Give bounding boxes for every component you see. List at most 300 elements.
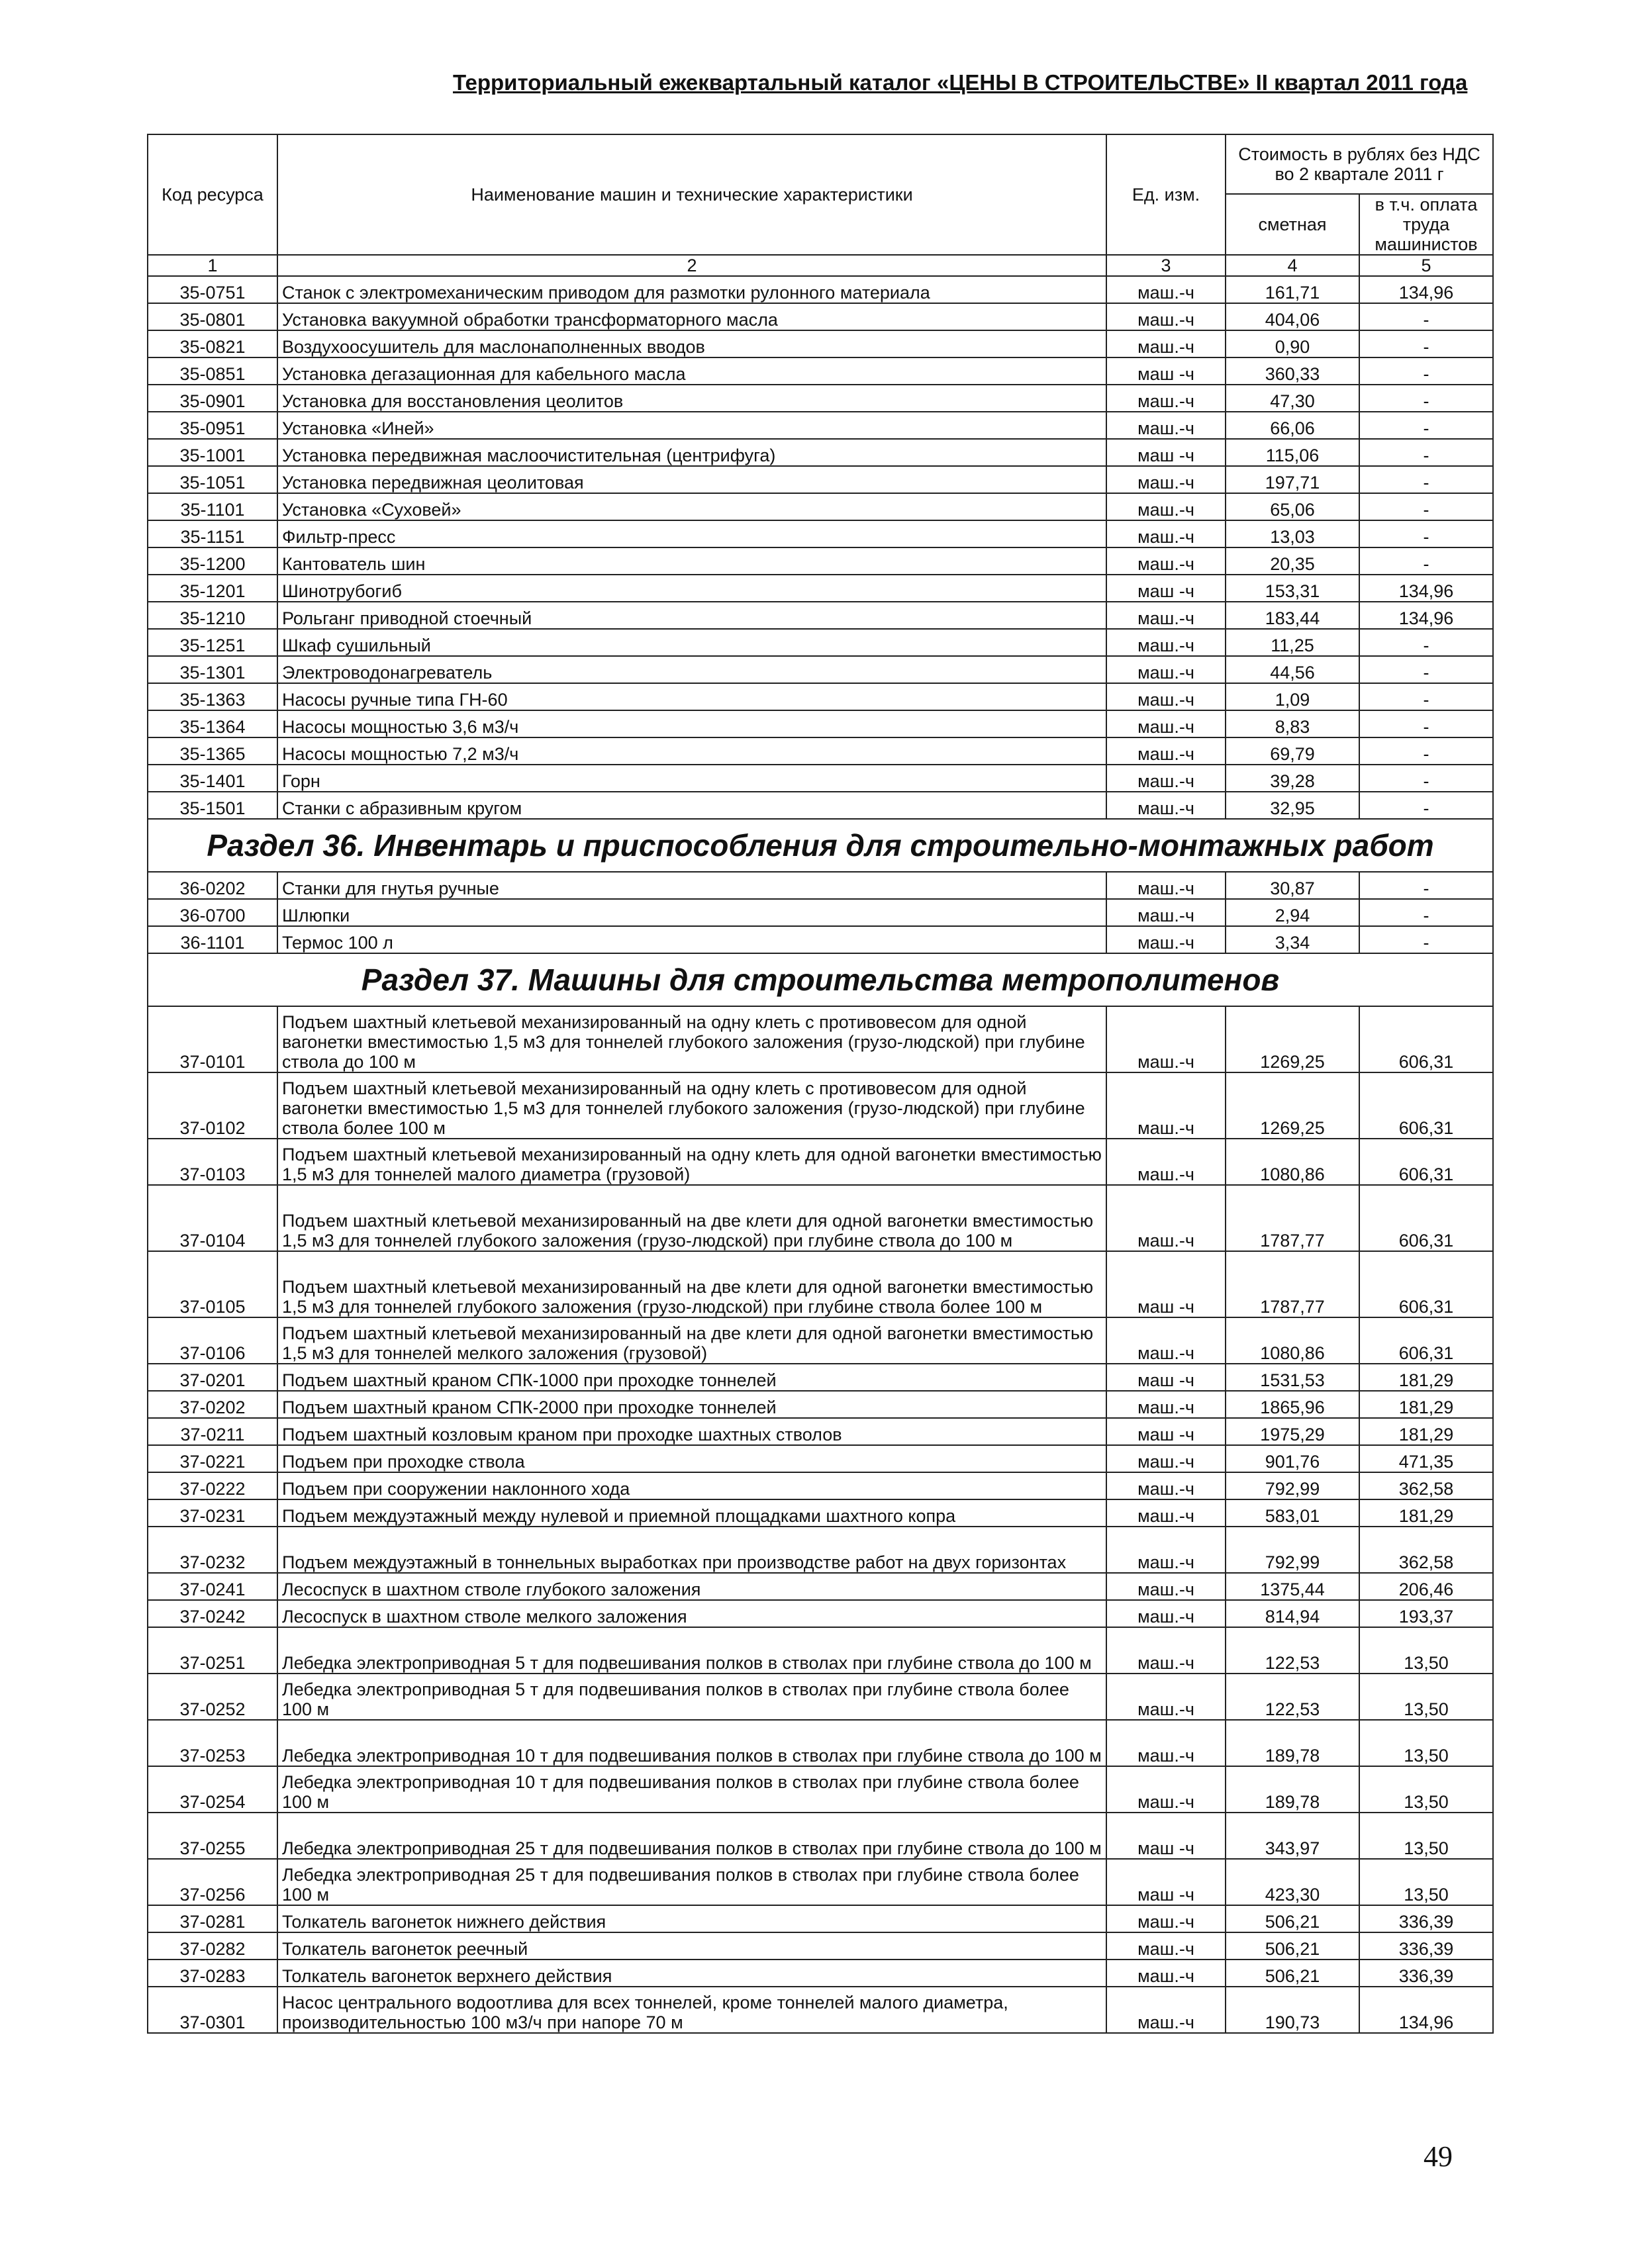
table-row (148, 1317, 1493, 1364)
operator-wage: 134,96 (1359, 1987, 1493, 2033)
unit-of-measure: маш.-ч (1106, 1720, 1226, 1766)
unit-of-measure: маш.-ч (1106, 1766, 1226, 1813)
operator-wage: 134,96 (1359, 602, 1493, 629)
unit-of-measure: маш.-ч (1106, 872, 1226, 899)
table-row (148, 1006, 1493, 1072)
estimated-cost: 1375,44 (1226, 1573, 1359, 1600)
unit-of-measure: маш.-ч (1106, 656, 1226, 683)
operator-wage: 606,31 (1359, 1185, 1493, 1251)
resource-code: 37-0104 (148, 1185, 277, 1251)
estimated-cost: 3,34 (1226, 926, 1359, 953)
estimated-cost: 1787,77 (1226, 1251, 1359, 1317)
estimated-cost: 1080,86 (1226, 1139, 1359, 1185)
col-header-code: Код ресурса (148, 134, 277, 255)
machine-name: Установка передвижная цеолитовая (277, 466, 1106, 493)
estimated-cost: 11,25 (1226, 629, 1359, 656)
col-number: 1 (148, 255, 277, 276)
estimated-cost: 814,94 (1226, 1600, 1359, 1627)
table-row (148, 1391, 1493, 1418)
unit-of-measure: маш.-ч (1106, 1317, 1226, 1364)
unit-of-measure: маш -ч (1106, 439, 1226, 466)
table-row (148, 1905, 1493, 1932)
unit-of-measure: маш.-ч (1106, 1499, 1226, 1527)
operator-wage: - (1359, 710, 1493, 737)
unit-of-measure: маш.-ч (1106, 926, 1226, 953)
unit-of-measure: маш.-ч (1106, 1445, 1226, 1472)
table-row (148, 1418, 1493, 1445)
operator-wage: - (1359, 683, 1493, 710)
table-row (148, 1960, 1493, 1987)
table-row (148, 520, 1493, 547)
table-row (148, 1139, 1493, 1185)
resource-code: 37-0231 (148, 1499, 277, 1527)
unit-of-measure: маш.-ч (1106, 276, 1226, 303)
col-number: 2 (277, 255, 1106, 276)
table-row (148, 303, 1493, 330)
machine-name: Лебедка электроприводная 5 т для подвешивания полков в стволах при глубине ствола до 100 м (277, 1627, 1106, 1674)
resource-code: 37-0102 (148, 1072, 277, 1139)
operator-wage: 606,31 (1359, 1139, 1493, 1185)
machine-name: Подъем шахтный клетьевой механизированный на одну клеть для одной вагонетки вместимостью 1,5 м3 для тоннелей малого диаметра (грузовой) (277, 1139, 1106, 1185)
operator-wage: 606,31 (1359, 1317, 1493, 1364)
machine-name: Установка «Иней» (277, 412, 1106, 439)
resource-code: 37-0103 (148, 1139, 277, 1185)
table-row (148, 710, 1493, 737)
machine-name: Подъем шахтный клетьевой механизированный на две клети для одной вагонетки вместимостью 1,5 м3 для тоннелей глубокого заложения (грузо-людской) при глубине ствола до 100 м (277, 1185, 1106, 1251)
resource-code: 35-0751 (148, 276, 277, 303)
machine-name: Шинотрубогиб (277, 575, 1106, 602)
estimated-cost: 2,94 (1226, 899, 1359, 926)
resource-code: 37-0281 (148, 1905, 277, 1932)
table-row (148, 1766, 1493, 1813)
table-row (148, 1674, 1493, 1720)
resource-code: 35-1051 (148, 466, 277, 493)
resource-code: 37-0253 (148, 1720, 277, 1766)
machine-name: Термос 100 л (277, 926, 1106, 953)
operator-wage: - (1359, 303, 1493, 330)
unit-of-measure: маш.-ч (1106, 385, 1226, 412)
machine-name: Подъем шахтный клетьевой механизированный на одну клеть с противовесом для одной вагонетки вместимостью 1,5 м3 для тоннелей глубокого заложения (грузо-людской) при глубине ствола более 100 м (277, 1072, 1106, 1139)
resource-code: 36-1101 (148, 926, 277, 953)
table-row (148, 765, 1493, 792)
machine-name: Подъем при проходке ствола (277, 1445, 1106, 1472)
machine-name: Лесоспуск в шахтном стволе глубокого заложения (277, 1573, 1106, 1600)
machine-name: Подъем шахтный клетьевой механизированный на одну клеть с противовесом для одной вагонетки вместимостью 1,5 м3 для тоннелей глубокого заложения (грузо-людской) при глубине ствола до 100 м (277, 1006, 1106, 1072)
estimated-cost: 1787,77 (1226, 1185, 1359, 1251)
resource-code: 35-0821 (148, 330, 277, 357)
unit-of-measure: маш.-ч (1106, 1674, 1226, 1720)
table-row (148, 439, 1493, 466)
resource-code: 35-1364 (148, 710, 277, 737)
estimated-cost: 39,28 (1226, 765, 1359, 792)
unit-of-measure: маш.-ч (1106, 602, 1226, 629)
estimated-cost: 0,90 (1226, 330, 1359, 357)
operator-wage: - (1359, 765, 1493, 792)
operator-wage: 336,39 (1359, 1905, 1493, 1932)
estimated-cost: 161,71 (1226, 276, 1359, 303)
col-header-unit: Ед. изм. (1106, 134, 1226, 255)
section-title: Раздел 37. Машины для строительства метрополитенов (148, 953, 1493, 1006)
table-row (148, 1932, 1493, 1960)
operator-wage: - (1359, 629, 1493, 656)
table-row (148, 899, 1493, 926)
operator-wage: - (1359, 439, 1493, 466)
operator-wage: 181,29 (1359, 1418, 1493, 1445)
unit-of-measure: маш -ч (1106, 1251, 1226, 1317)
unit-of-measure: маш.-ч (1106, 1960, 1226, 1987)
unit-of-measure: маш.-ч (1106, 1139, 1226, 1185)
table-row (148, 1072, 1493, 1139)
operator-wage: - (1359, 872, 1493, 899)
estimated-cost: 1080,86 (1226, 1317, 1359, 1364)
unit-of-measure: маш -ч (1106, 357, 1226, 385)
table-row (148, 575, 1493, 602)
table-row (148, 656, 1493, 683)
estimated-cost: 506,21 (1226, 1905, 1359, 1932)
operator-wage: 362,58 (1359, 1527, 1493, 1573)
unit-of-measure: маш.-ч (1106, 1600, 1226, 1627)
operator-wage: 606,31 (1359, 1006, 1493, 1072)
estimated-cost: 360,33 (1226, 357, 1359, 385)
unit-of-measure: маш.-ч (1106, 1987, 1226, 2033)
table-row (148, 1364, 1493, 1391)
table-row (148, 1445, 1493, 1472)
resource-code: 37-0201 (148, 1364, 277, 1391)
unit-of-measure: маш.-ч (1106, 493, 1226, 520)
estimated-cost: 153,31 (1226, 575, 1359, 602)
unit-of-measure: маш.-ч (1106, 1905, 1226, 1932)
col-header-wage: в т.ч. оплата труда машинистов (1359, 194, 1493, 255)
resource-code: 37-0101 (148, 1006, 277, 1072)
machine-name: Станки с абразивным кругом (277, 792, 1106, 819)
machine-name: Шкаф сушильный (277, 629, 1106, 656)
estimated-cost: 122,53 (1226, 1627, 1359, 1674)
estimated-cost: 65,06 (1226, 493, 1359, 520)
resource-code: 37-0282 (148, 1932, 277, 1960)
estimated-cost: 47,30 (1226, 385, 1359, 412)
unit-of-measure: маш.-ч (1106, 683, 1226, 710)
unit-of-measure: маш.-ч (1106, 1472, 1226, 1499)
unit-of-measure: маш.-ч (1106, 1573, 1226, 1600)
machine-name: Подъем междуэтажный между нулевой и приемной площадками шахтного копра (277, 1499, 1106, 1527)
table-row (148, 1600, 1493, 1627)
resource-code: 37-0221 (148, 1445, 277, 1472)
resource-code: 35-1501 (148, 792, 277, 819)
catalog-header: Территориальный ежеквартальный каталог «ЦЕНЫ В СТРОИТЕЛЬСТВЕ» II квартал 2011 года (453, 70, 1468, 95)
resource-code: 37-0252 (148, 1674, 277, 1720)
col-header-price: сметная (1226, 194, 1359, 255)
estimated-cost: 1269,25 (1226, 1072, 1359, 1139)
estimated-cost: 1531,53 (1226, 1364, 1359, 1391)
machine-name: Станок с электромеханическим приводом для размотки рулонного материала (277, 276, 1106, 303)
unit-of-measure: маш.-ч (1106, 1932, 1226, 1960)
table-row (148, 683, 1493, 710)
machine-name: Подъем шахтный козловым краном при проходке шахтных стволов (277, 1418, 1106, 1445)
resource-code: 35-0851 (148, 357, 277, 385)
resource-code: 36-0700 (148, 899, 277, 926)
operator-wage: 206,46 (1359, 1573, 1493, 1600)
unit-of-measure: маш.-ч (1106, 1627, 1226, 1674)
col-number: 5 (1359, 255, 1493, 276)
resource-code: 37-0256 (148, 1859, 277, 1905)
machine-name: Рольганг приводной стоечный (277, 602, 1106, 629)
resource-code: 35-0801 (148, 303, 277, 330)
estimated-cost: 1,09 (1226, 683, 1359, 710)
resource-code: 37-0283 (148, 1960, 277, 1987)
estimated-cost: 792,99 (1226, 1527, 1359, 1573)
unit-of-measure: маш.-ч (1106, 330, 1226, 357)
estimated-cost: 44,56 (1226, 656, 1359, 683)
resource-code: 37-0232 (148, 1527, 277, 1573)
table-row (148, 1859, 1493, 1905)
unit-of-measure: маш.-ч (1106, 1072, 1226, 1139)
table-row (148, 629, 1493, 656)
page-number: 49 (1424, 2140, 1453, 2173)
operator-wage: - (1359, 899, 1493, 926)
unit-of-measure: маш.-ч (1106, 710, 1226, 737)
machine-name: Лебедка электроприводная 10 т для подвешивания полков в стволах при глубине ствола до 100 м (277, 1720, 1106, 1766)
table-row (148, 466, 1493, 493)
operator-wage: 134,96 (1359, 276, 1493, 303)
operator-wage: - (1359, 520, 1493, 547)
machine-name: Лесоспуск в шахтном стволе мелкого заложения (277, 1600, 1106, 1627)
machine-name: Установка передвижная маслоочистительная (центрифуга) (277, 439, 1106, 466)
machine-name: Установка для восстановления цеолитов (277, 385, 1106, 412)
operator-wage: 362,58 (1359, 1472, 1493, 1499)
machine-name: Установка «Суховей» (277, 493, 1106, 520)
unit-of-measure: маш.-ч (1106, 737, 1226, 765)
resource-code: 35-1001 (148, 439, 277, 466)
operator-wage: 13,50 (1359, 1674, 1493, 1720)
operator-wage: - (1359, 466, 1493, 493)
table-row (148, 547, 1493, 575)
table-row (148, 1185, 1493, 1251)
operator-wage: 181,29 (1359, 1364, 1493, 1391)
unit-of-measure: маш.-ч (1106, 520, 1226, 547)
machine-name: Шлюпки (277, 899, 1106, 926)
unit-of-measure: маш -ч (1106, 1859, 1226, 1905)
estimated-cost: 115,06 (1226, 439, 1359, 466)
machine-name: Толкатель вагонеток реечный (277, 1932, 1106, 1960)
estimated-cost: 30,87 (1226, 872, 1359, 899)
resource-code: 37-0241 (148, 1573, 277, 1600)
operator-wage: - (1359, 493, 1493, 520)
table-row (148, 1987, 1493, 2033)
estimated-cost: 901,76 (1226, 1445, 1359, 1472)
operator-wage: - (1359, 547, 1493, 575)
table-row (148, 385, 1493, 412)
estimated-cost: 583,01 (1226, 1499, 1359, 1527)
estimated-cost: 66,06 (1226, 412, 1359, 439)
table-row (148, 1627, 1493, 1674)
unit-of-measure: маш.-ч (1106, 547, 1226, 575)
operator-wage: - (1359, 926, 1493, 953)
table-row (148, 412, 1493, 439)
operator-wage: 606,31 (1359, 1251, 1493, 1317)
machine-name: Лебедка электроприводная 25 т для подвешивания полков в стволах при глубине ствола более 100 м (277, 1859, 1106, 1905)
resource-code: 37-0106 (148, 1317, 277, 1364)
estimated-cost: 1975,29 (1226, 1418, 1359, 1445)
operator-wage: 13,50 (1359, 1720, 1493, 1766)
resource-code: 37-0251 (148, 1627, 277, 1674)
unit-of-measure: маш.-ч (1106, 1185, 1226, 1251)
operator-wage: - (1359, 357, 1493, 385)
machine-name: Лебедка электроприводная 25 т для подвешивания полков в стволах при глубине ствола до 100 м (277, 1813, 1106, 1859)
estimated-cost: 20,35 (1226, 547, 1359, 575)
col-header-cost-group: Стоимость в рублях без НДС во 2 квартале 2011 г (1226, 134, 1493, 194)
machine-name: Толкатель вагонеток верхнего действия (277, 1960, 1106, 1987)
table-row (148, 792, 1493, 819)
operator-wage: 13,50 (1359, 1813, 1493, 1859)
resource-code: 37-0254 (148, 1766, 277, 1813)
resource-code: 35-1200 (148, 547, 277, 575)
operator-wage: 181,29 (1359, 1499, 1493, 1527)
section-title: Раздел 36. Инвентарь и приспособления для строительно-монтажных работ (148, 819, 1493, 872)
machine-name: Подъем шахтный клетьевой механизированный на две клети для одной вагонетки вместимостью 1,5 м3 для тоннелей мелкого заложения (грузовой) (277, 1317, 1106, 1364)
table-row (148, 1472, 1493, 1499)
estimated-cost: 189,78 (1226, 1720, 1359, 1766)
operator-wage: 336,39 (1359, 1932, 1493, 1960)
resource-code: 35-1201 (148, 575, 277, 602)
machine-name: Подъем междуэтажный в тоннельных выработках при производстве работ на двух горизонтах (277, 1527, 1106, 1573)
table-row (148, 1527, 1493, 1573)
unit-of-measure: маш.-ч (1106, 1391, 1226, 1418)
unit-of-measure: маш.-ч (1106, 899, 1226, 926)
resource-code: 35-1363 (148, 683, 277, 710)
resource-code: 36-0202 (148, 872, 277, 899)
table-row (148, 1573, 1493, 1600)
estimated-cost: 506,21 (1226, 1932, 1359, 1960)
machine-name: Подъем при сооружении наклонного хода (277, 1472, 1106, 1499)
table-row (148, 1251, 1493, 1317)
estimated-cost: 404,06 (1226, 303, 1359, 330)
table-row (148, 357, 1493, 385)
resource-code: 35-1151 (148, 520, 277, 547)
machine-name: Лебедка электроприводная 5 т для подвешивания полков в стволах при глубине ствола более 100 м (277, 1674, 1106, 1720)
machine-name: Горн (277, 765, 1106, 792)
operator-wage: - (1359, 737, 1493, 765)
estimated-cost: 423,30 (1226, 1859, 1359, 1905)
resource-code: 37-0211 (148, 1418, 277, 1445)
machine-name: Воздухоосушитель для маслонаполненных вводов (277, 330, 1106, 357)
col-header-name: Наименование машин и технические характеристики (277, 134, 1106, 255)
resource-code: 37-0202 (148, 1391, 277, 1418)
estimated-cost: 506,21 (1226, 1960, 1359, 1987)
machine-name: Установка дегазационная для кабельного масла (277, 357, 1106, 385)
operator-wage: 181,29 (1359, 1391, 1493, 1418)
operator-wage: 13,50 (1359, 1627, 1493, 1674)
unit-of-measure: маш.-ч (1106, 412, 1226, 439)
machine-name: Лебедка электроприводная 10 т для подвешивания полков в стволах при глубине ствола более 100 м (277, 1766, 1106, 1813)
resource-code: 35-1401 (148, 765, 277, 792)
resource-code: 37-0222 (148, 1472, 277, 1499)
operator-wage: 13,50 (1359, 1859, 1493, 1905)
operator-wage: 13,50 (1359, 1766, 1493, 1813)
unit-of-measure: маш.-ч (1106, 629, 1226, 656)
estimated-cost: 1865,96 (1226, 1391, 1359, 1418)
machine-name: Подъем шахтный клетьевой механизированный на две клети для одной вагонетки вместимостью 1,5 м3 для тоннелей глубокого заложения (грузо-людской) при глубине ствола более 100 м (277, 1251, 1106, 1317)
machine-name: Толкатель вагонеток нижнего действия (277, 1905, 1106, 1932)
estimated-cost: 343,97 (1226, 1813, 1359, 1859)
estimated-cost: 189,78 (1226, 1766, 1359, 1813)
estimated-cost: 190,73 (1226, 1987, 1359, 2033)
machine-name: Насосы мощностью 7,2 м3/ч (277, 737, 1106, 765)
operator-wage: 134,96 (1359, 575, 1493, 602)
machine-name: Кантователь шин (277, 547, 1106, 575)
table-row (148, 330, 1493, 357)
table-row (148, 493, 1493, 520)
machine-name: Насосы ручные типа ГН-60 (277, 683, 1106, 710)
operator-wage: 193,37 (1359, 1600, 1493, 1627)
resource-code: 35-1365 (148, 737, 277, 765)
machine-name: Насос центрального водоотлива для всех тоннелей, кроме тоннелей малого диаметра, производительностью 100 м3/ч при напоре 70 м (277, 1987, 1106, 2033)
resource-code: 35-1251 (148, 629, 277, 656)
operator-wage: 336,39 (1359, 1960, 1493, 1987)
estimated-cost: 183,44 (1226, 602, 1359, 629)
table-row (148, 276, 1493, 303)
unit-of-measure: маш.-ч (1106, 792, 1226, 819)
unit-of-measure: маш.-ч (1106, 1527, 1226, 1573)
machine-name: Электроводонагреватель (277, 656, 1106, 683)
table-row (148, 602, 1493, 629)
col-number: 4 (1226, 255, 1359, 276)
table-row (148, 872, 1493, 899)
machine-name: Подъем шахтный краном СПК-2000 при проходке тоннелей (277, 1391, 1106, 1418)
machines-price-table (147, 134, 1494, 2034)
estimated-cost: 8,83 (1226, 710, 1359, 737)
unit-of-measure: маш -ч (1106, 1418, 1226, 1445)
estimated-cost: 13,03 (1226, 520, 1359, 547)
table-row (148, 1499, 1493, 1527)
resource-code: 35-0901 (148, 385, 277, 412)
estimated-cost: 32,95 (1226, 792, 1359, 819)
estimated-cost: 197,71 (1226, 466, 1359, 493)
table-row (148, 1813, 1493, 1859)
operator-wage: - (1359, 330, 1493, 357)
resource-code: 37-0105 (148, 1251, 277, 1317)
machine-name: Станки для гнутья ручные (277, 872, 1106, 899)
operator-wage: 471,35 (1359, 1445, 1493, 1472)
machine-name: Установка вакуумной обработки трансформаторного масла (277, 303, 1106, 330)
resource-code: 37-0301 (148, 1987, 277, 2033)
col-number: 3 (1106, 255, 1226, 276)
unit-of-measure: маш -ч (1106, 575, 1226, 602)
machine-name: Фильтр-пресс (277, 520, 1106, 547)
machine-name: Насосы мощностью 3,6 м3/ч (277, 710, 1106, 737)
operator-wage: - (1359, 792, 1493, 819)
resource-code: 37-0242 (148, 1600, 277, 1627)
estimated-cost: 69,79 (1226, 737, 1359, 765)
unit-of-measure: маш.-ч (1106, 466, 1226, 493)
operator-wage: 606,31 (1359, 1072, 1493, 1139)
operator-wage: - (1359, 656, 1493, 683)
resource-code: 35-1301 (148, 656, 277, 683)
resource-code: 37-0255 (148, 1813, 277, 1859)
operator-wage: - (1359, 412, 1493, 439)
estimated-cost: 1269,25 (1226, 1006, 1359, 1072)
resource-code: 35-1101 (148, 493, 277, 520)
estimated-cost: 792,99 (1226, 1472, 1359, 1499)
unit-of-measure: маш.-ч (1106, 1006, 1226, 1072)
resource-code: 35-0951 (148, 412, 277, 439)
unit-of-measure: маш.-ч (1106, 765, 1226, 792)
machine-name: Подъем шахтный краном СПК-1000 при проходке тоннелей (277, 1364, 1106, 1391)
resource-code: 35-1210 (148, 602, 277, 629)
unit-of-measure: маш -ч (1106, 1364, 1226, 1391)
unit-of-measure: маш.-ч (1106, 303, 1226, 330)
operator-wage: - (1359, 385, 1493, 412)
estimated-cost: 122,53 (1226, 1674, 1359, 1720)
